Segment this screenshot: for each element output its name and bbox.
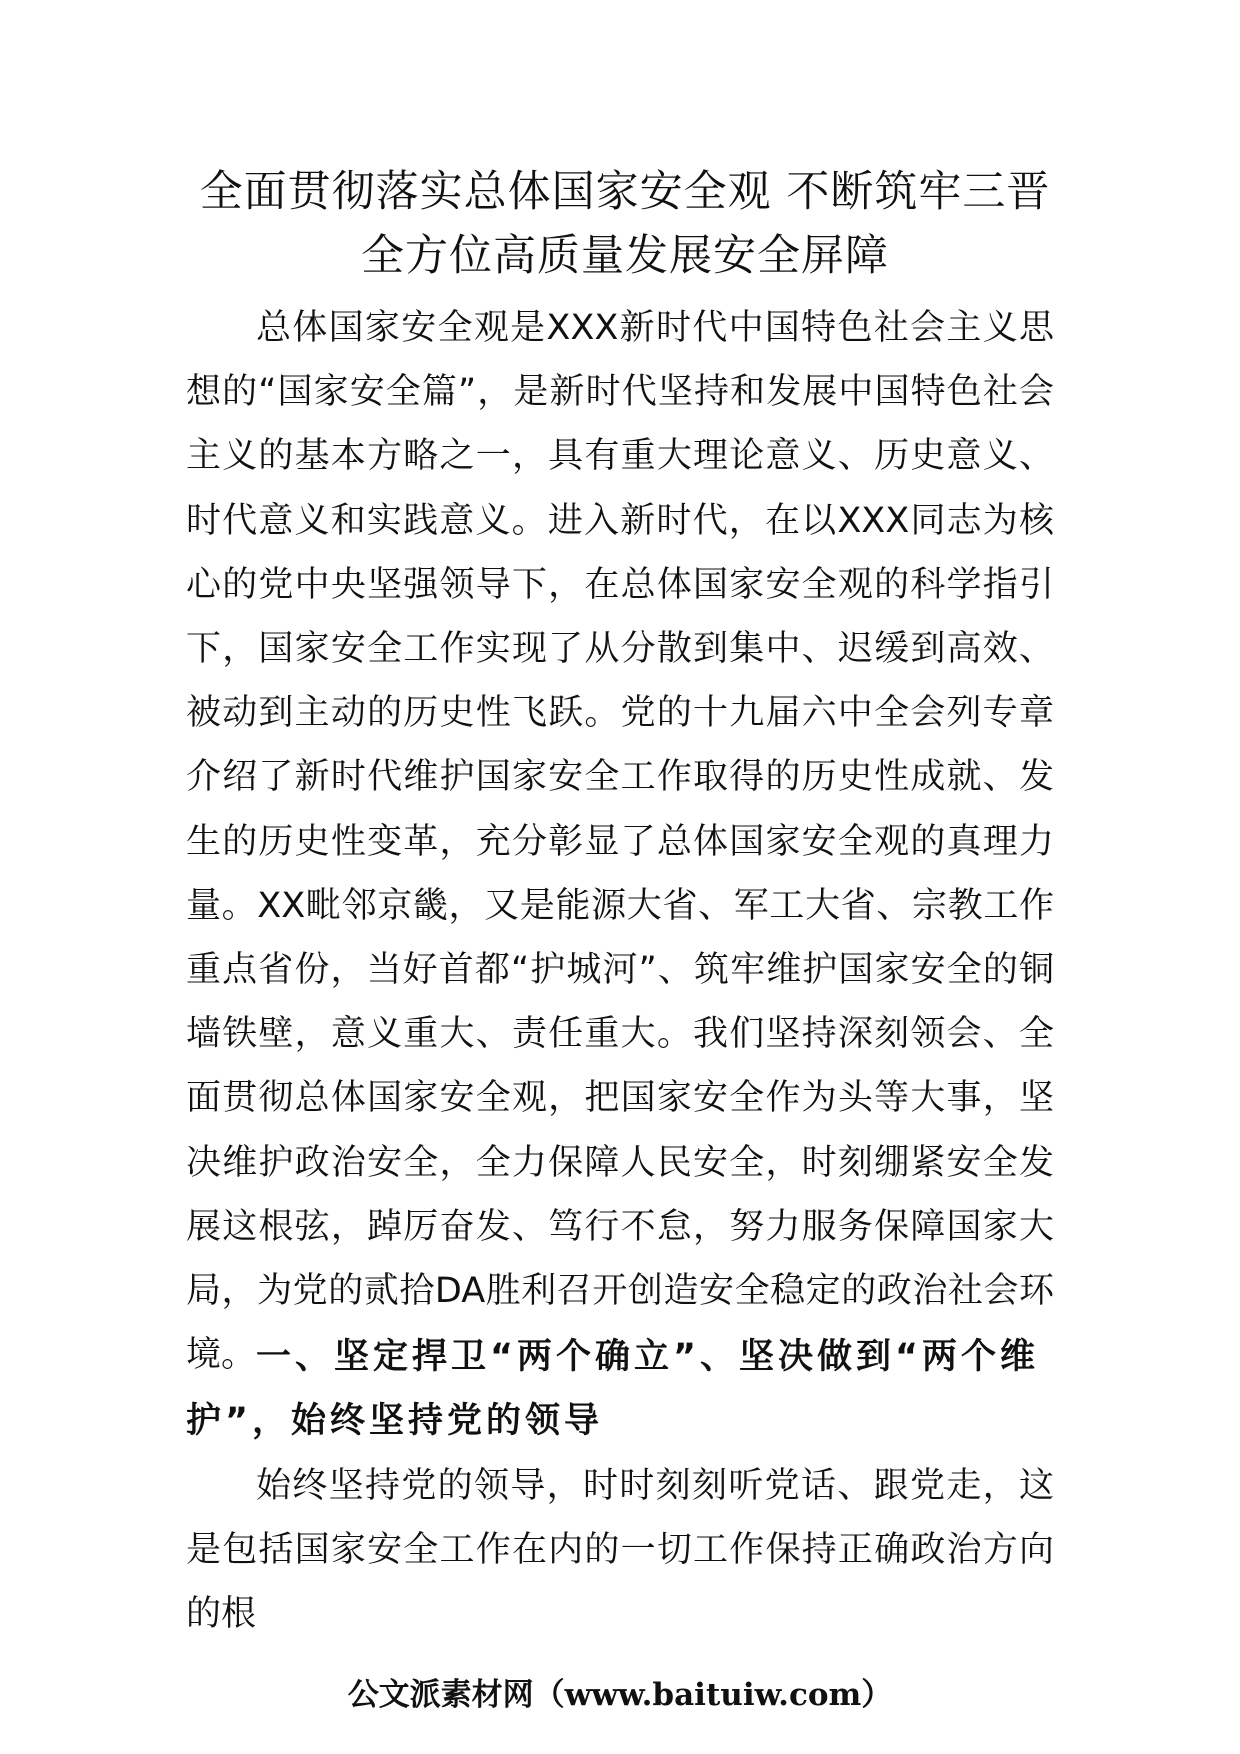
section-heading: 一、坚定捍卫“两个确立”、坚决做到“两个维护”，始终坚持党的领导 <box>186 1337 1040 1441</box>
body-paragraph: 总体国家安全观是XXX新时代中国特色社会主义思想的“国家安全篇”，是新时代坚持和发展中国特色社会主义的基本方略之一，具有重大理论意义、历史意义、时代意义和实践意义。进入新时代，在以XXX同志为核心的党中央坚强领导下，在总体国家安全观的科学指引下，国家安全工作实现了从分散到集中、迟缓到高效、被动到主动的历史性飞跃。党的十九届六中全会列专章介绍了新时代维护国家安全工作取得的历史性成就、发生的历史性变革，充分彰显了总体国家安全观的真理力量。XX毗邻京畿，又是能源大省、军工大省、宗教工作重点省份，当好首都“护城河”、筑牢维护国家安全的铜墙铁壁，意义重大、责任重大。我们坚持深刻领会、全面贯彻总体国家安全观，把国家安全作为头等大事，坚决维护政治安全，全力保障人民安全，时刻绷紧安全发展这根弦，踔厉奋发、笃行不怠，努力服务保障国家大局，为党的贰拾DA胜利召开创造安全稳定的政治社会环境。 <box>186 308 1054 1376</box>
document-title: 全面贯彻落实总体国家安全观 不断筑牢三晋全方位高质量发展安全屏障 <box>199 167 1051 281</box>
footer-watermark: 公文派素材网（www.baituiw.com） <box>347 1677 893 1713</box>
body-paragraph: 始终坚持党的领导，时时刻刻听党话、跟党走，这是包括国家安全工作在内的一切工作保持正确政治方向的根 <box>186 1466 1054 1635</box>
